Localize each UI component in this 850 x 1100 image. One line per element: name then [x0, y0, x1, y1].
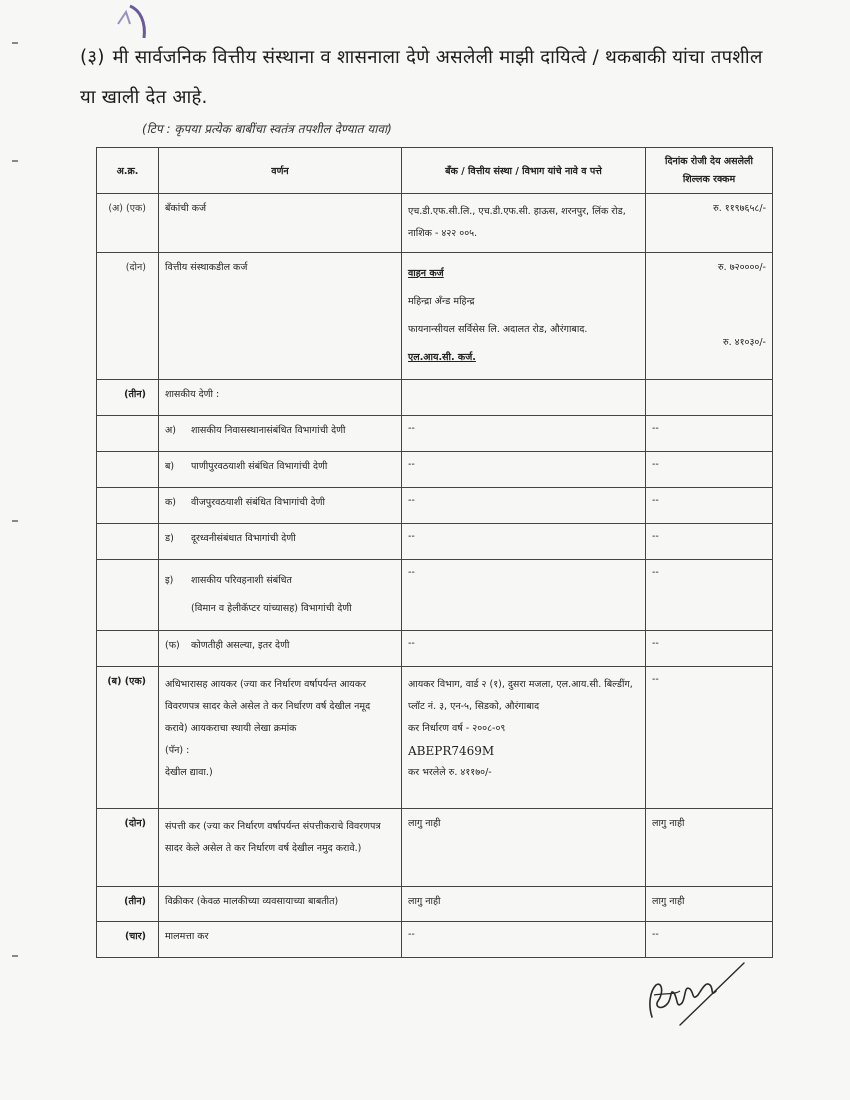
row-institution: --: [402, 488, 646, 524]
row-institution: [402, 253, 646, 380]
table-header-row: [97, 148, 773, 194]
row-institution: --: [402, 631, 646, 667]
pan-label: (पॅन) :: [165, 745, 190, 756]
row-amount: --: [646, 452, 773, 488]
page-heading: [80, 38, 780, 118]
table-row: [97, 253, 773, 380]
row-description: [159, 667, 402, 809]
item-text: शासकीय परिवहनाशी संबंधित: [191, 575, 292, 586]
liabilities-table: [96, 147, 773, 958]
lender-name: महिन्द्रा अँन्ड महिन्द्र: [408, 296, 475, 307]
table-row: [97, 524, 773, 560]
table-row: [97, 452, 773, 488]
income-tax-desc: अधिभारासह आयकर (ज्या कर निर्धारण वर्षापर्यन्त आयकर विवरणपत्र सादर केले असेल ते कर निर्धारण वर्ष देखील नमूद करावे) आयकराचा स्थायी लेखा क्रमांक: [165, 679, 371, 734]
punch-mark: [12, 160, 18, 162]
row-institution: --: [402, 452, 646, 488]
row-description: [159, 560, 402, 631]
item-text-cont: (विमान व हेलीकॅप्टर यांच्यासह) विभागांची देणी: [191, 603, 352, 614]
row-amount: --: [646, 524, 773, 560]
pan-number: ABEPR7469M: [408, 744, 495, 758]
punch-mark: [12, 955, 18, 957]
row-amount: [646, 253, 773, 380]
row-description: संपत्ती कर (ज्या कर निर्धारण वर्षापर्यन्त संपत्तीकराचे विवरणपत्र सादर केले असेल ते कर निर्धारण वर्ष देखील नमुद करावे.): [159, 809, 402, 887]
row-serial: (अ) (एक): [97, 194, 159, 253]
row-description: विक्रीकर (केवळ मालकीच्या व्यवसायाच्या बाबतीत): [159, 887, 402, 922]
item-text: वीजपुरवठयाशी संबंधित विभागांची देणी: [191, 497, 325, 508]
income-tax-desc-end: देखील द्यावा.): [165, 767, 213, 778]
heading-line-2: या खाली देत आहे.: [80, 87, 208, 108]
row-description: [159, 416, 402, 452]
row-serial: (तीन): [97, 887, 159, 922]
row-institution: [402, 667, 646, 809]
row-amount: लागु नाही: [646, 887, 773, 922]
item-label: ड): [165, 533, 174, 544]
row-description: मालमत्ता कर: [159, 922, 402, 958]
row-institution: --: [402, 524, 646, 560]
table-row: [97, 416, 773, 452]
item-label: (फ): [165, 640, 180, 651]
heading-number: (३): [80, 47, 105, 68]
row-description: [159, 524, 402, 560]
item-label: अ): [165, 425, 176, 436]
header-description: वर्णन: [159, 148, 402, 194]
punch-mark: [12, 520, 18, 522]
heading-line-1: [80, 38, 780, 78]
table-row: [97, 631, 773, 667]
row-amount: --: [646, 488, 773, 524]
item-label: क): [165, 497, 177, 508]
row-description: शासकीय देणी :: [159, 380, 402, 416]
assessment-year: कर निर्धारण वर्ष - २००८-०९: [408, 723, 506, 734]
table-row: [97, 667, 773, 809]
row-description: बँकांची कर्ज: [159, 194, 402, 253]
lic-loan-label: एल.आय.सी. कर्ज.: [408, 352, 476, 363]
lic-loan-amount: रु. ४१०३०/-: [722, 337, 766, 348]
row-serial: (दोन): [97, 253, 159, 380]
row-amount: --: [646, 922, 773, 958]
table-row: [97, 560, 773, 631]
vehicle-loan-amount: रु. ७२००००/-: [718, 262, 766, 273]
header-serial: अ.क्र.: [97, 148, 159, 194]
row-description: [159, 452, 402, 488]
row-institution: लागु नाही: [402, 887, 646, 922]
row-serial: (दोन): [97, 809, 159, 887]
row-amount: --: [646, 667, 773, 809]
item-text: पाणीपुरवठयाशी संबंधित विभागांची देणी: [191, 461, 328, 472]
row-institution: --: [402, 560, 646, 631]
row-serial: (चार): [97, 922, 159, 958]
row-description: [159, 631, 402, 667]
row-amount: --: [646, 416, 773, 452]
table-row: [97, 922, 773, 958]
row-amount: --: [646, 560, 773, 631]
item-text: शासकीय निवासस्थानासंबंधित विभागांची देणी: [191, 425, 346, 436]
row-institution: --: [402, 922, 646, 958]
row-institution: लागु नाही: [402, 809, 646, 887]
item-text: दूरध्वनीसंबंधात विभागांची देणी: [191, 533, 296, 544]
row-amount: --: [646, 631, 773, 667]
item-label: ब): [165, 461, 175, 472]
row-description: वित्तीय संस्थाकडील कर्ज: [159, 253, 402, 380]
table-row: [97, 380, 773, 416]
row-serial: (ब) (एक): [97, 667, 159, 809]
row-amount: रु. ११९७६५८/-: [646, 194, 773, 253]
row-serial: (तीन): [97, 380, 159, 416]
table-row: [97, 809, 773, 887]
punch-mark: [12, 42, 18, 44]
vehicle-loan-label: वाहन कर्ज: [408, 268, 444, 279]
note-text: (टिप : कृपया प्रत्येक बाबींचा स्वतंत्र तपशील देण्यात यावा): [142, 122, 392, 136]
heading-text-1: मी सार्वजनिक वित्तीय संस्थाना व शासनाला देणे असलेली माझी दायित्वे / थकबाकी यांचा तपशील: [112, 47, 763, 68]
header-institution: बँक / वित्तीय संस्था / विभाग यांचे नावे व पत्ते: [402, 148, 646, 194]
item-text: कोणतीही असल्या, इतर देणी: [191, 640, 290, 651]
row-institution: --: [402, 416, 646, 452]
table-row: [97, 887, 773, 922]
table-row: [97, 488, 773, 524]
table-row: [97, 194, 773, 253]
signature-icon: [640, 955, 750, 1030]
item-label: इ): [165, 575, 174, 586]
tax-paid: कर भरलेले रु. ४११७०/-: [408, 767, 492, 778]
row-institution: एच.डी.एफ.सी.लि., एच.डी.एफ.सी. हाऊस, शरनपुर, लिंक रोड, नाशिक - ४२२ ००५.: [402, 194, 646, 253]
row-description: [159, 488, 402, 524]
header-amount: दिनांक रोजी देय असलेली शिल्लक रक्कम: [646, 148, 773, 194]
lender-address: फायनान्सीयल सर्विसेस लि. अदालत रोड, औरंगाबाद.: [408, 324, 588, 335]
tax-office-address: आयकर विभाग, वार्ड २ (१), दुसरा मजला, एल.आय.सी. बिल्डींग, प्लॉट नं. ३, एन-५, सिडको, औरंगाबाद: [408, 679, 633, 712]
row-amount: लागु नाही: [646, 809, 773, 887]
